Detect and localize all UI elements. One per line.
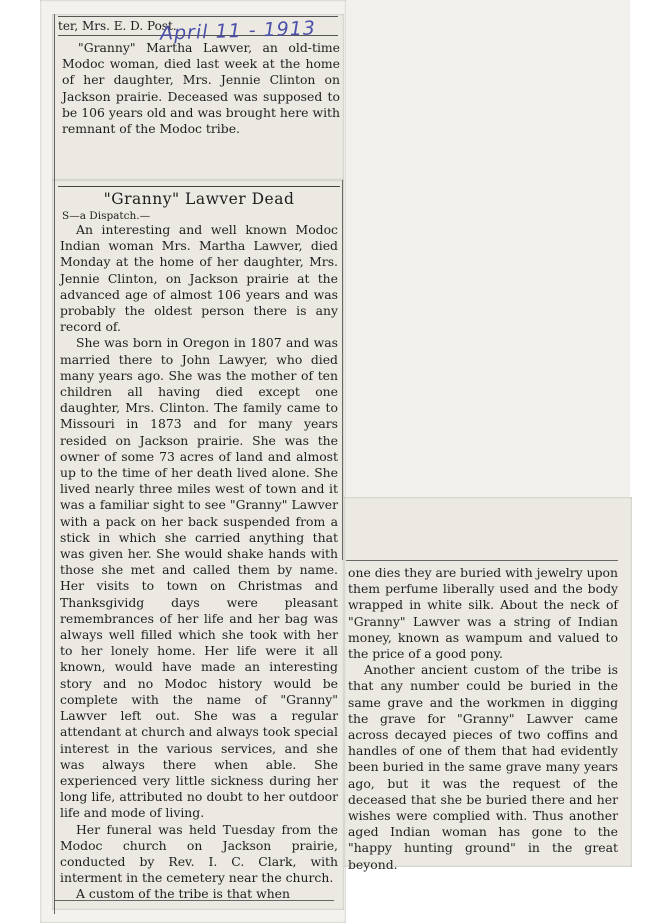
top-article <box>62 40 340 137</box>
top-article-text: "Granny" Martha Lawver, an old-time Modoc woman, died last week at the home of her daughter, Mrs. Jennie Clinton on Jackson prairie. Deceased was supposed to be 106 years old and was brought here with remnant of the Modoc tribe. <box>62 40 340 137</box>
article-headline: "Granny" Lawver Dead <box>58 186 340 209</box>
continued-column <box>348 565 618 873</box>
clipping-header-line: ter, Mrs. E. D. Post. <box>58 16 338 36</box>
continued-paragraph: Another ancient custom of the tribe is that any number could be buried in the same grave and the workmen in digging the grave for "Granny" Lawver came across decayed pieces of two coffins and handles of one of them that had evidently been buried in the same grave many years ago, but it was the request of the deceased that she be buried there and her wishes were complied with. Thus another aged Indian woman has gone to the "happy hunting ground" in the great beyond. <box>348 662 618 872</box>
column-rule-right <box>342 180 343 560</box>
main-article-body <box>60 222 338 903</box>
column-rule-top <box>346 560 618 561</box>
article-paragraph: She was born in Oregon in 1807 and was married there to John Lawyer, who died many years ago. She was the mother of ten children all having died except one daughter, Mrs. Clinton. The family came to Missouri in 1873 and for many years resided on Jackson prairie. She was the owner of some 73 acres of land and almost up to the time of her death lived alone. She lived nearly three miles west of town and it was a familiar sight to see "Granny" Lawver with a pack on her back suspended from a stick in which she carried anything that was given her. She would shake hands with those she met and called them by name. Her visits to town on Christmas and Thanksgividg days were pleasant remembrances of her life and her bag was always well filled which she took with her to her lonely home. Her life were it all known, would have made an interesting story and no Modoc history would be complete with the name of "Granny" Lawver left out. She was a regular attendant at church and always took special interest in the various services, and she was always there when able. She experienced very little sickness during her long life, attributed no doubt to her outdoor life and mode of living. <box>60 335 338 821</box>
article-paragraph: A custom of the tribe is that when <box>76 886 290 902</box>
article-paragraph: An interesting and well known Modoc Indian woman Mrs. Martha Lawver, died Monday at the home of her daughter, Mrs. Jennie Clinton, on Jackson prairie at the advanced age of almost 106 years and was probably the oldest person there is any record of. <box>60 222 338 335</box>
column-rule-left <box>54 14 55 914</box>
continued-paragraph: one dies they are buried with jewelry upon them perfume liberally used and the body wrapped in white silk. About the neck of "Granny" Lawver was a string of Indian money, known as wampum and valued to the price of a good pony. <box>348 565 618 662</box>
blank-scan-area <box>346 0 630 497</box>
handwritten-date: April 11 - 1913 <box>159 17 317 45</box>
article-paragraph: Her funeral was held Tuesday from the Modoc church on Jackson prairie, conducted by Rev. I. C. Clark, with interment in the cemetery near the church. <box>60 821 338 886</box>
article-dateline: S—a Dispatch.— <box>62 210 151 222</box>
